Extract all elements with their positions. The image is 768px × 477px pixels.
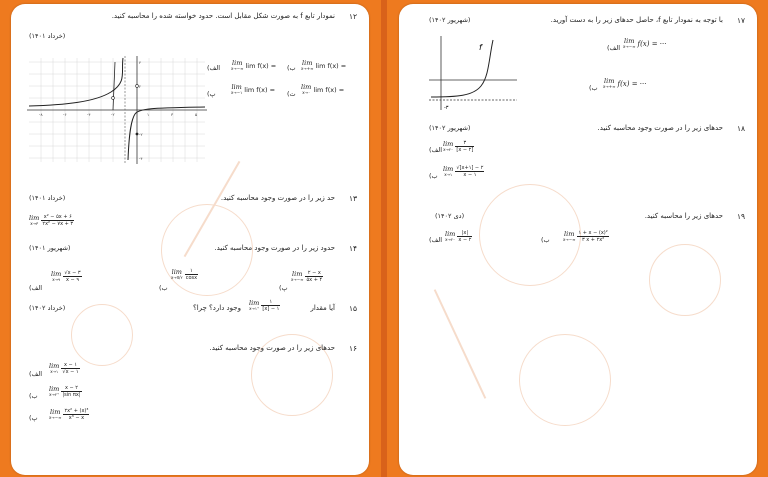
svg-text:-۴: -۴ <box>139 156 143 161</box>
item-label: ب) <box>29 392 38 400</box>
exam-date: (دی ۱۴۰۲) <box>435 212 465 220</box>
function-graph <box>427 34 519 112</box>
question-text: با توجه به نمودار تابع f، حاصل حدهای زیر را به دست آورید. <box>550 16 723 24</box>
svg-text:۵: ۵ <box>195 112 198 117</box>
svg-text:۳: ۳ <box>171 112 174 117</box>
item-label: الف) <box>207 64 221 72</box>
item-label: پ) <box>29 414 38 422</box>
question-text: نمودار تابع f به صورت شکل مقابل است. حدود خواسته شده را محاسبه کنید. <box>111 12 335 20</box>
item-label: ب) <box>429 172 438 180</box>
item-label: ب) <box>159 284 168 292</box>
watermark-line <box>434 289 487 399</box>
question-number: ۱۷ <box>736 16 745 25</box>
item-label: الف) <box>607 44 621 52</box>
exam-date: (شهریور ۱۴۰۲) <box>429 124 471 132</box>
question-number: ۱۲ <box>348 12 357 21</box>
question-text-end: وجود دارد؟ چرا؟ <box>192 304 241 312</box>
question-text: حد زیر را در صورت وجود محاسبه کنید. <box>220 194 335 202</box>
svg-text:۲: ۲ <box>139 84 142 89</box>
limit-expression: lim x→−∞ $\frac{\text{۱ + x − (x)²}}{\text{۳ x + ۲x²}}$ <box>563 229 608 243</box>
limit-expression: lim x→۲⁻ $\frac{۳}{[x - ۲]}$ <box>443 139 474 153</box>
limit-expression: lim x→۰ lim f(x) = <box>301 83 345 95</box>
limit-expression: lim x→۱ $\frac{√[x+۱] - ۲}{x - ۱}$ <box>443 164 484 178</box>
svg-text:-۲: -۲ <box>111 112 115 117</box>
limit-expression: lim x→+∞ lim f(x) = <box>301 59 347 71</box>
right-page <box>399 4 757 475</box>
limit-expression: lim x→−۱ lim f(x) = <box>231 83 276 95</box>
question-number: ۱۸ <box>736 124 745 133</box>
book-spine <box>381 0 387 477</box>
asymptote-label: -۳ <box>444 105 449 111</box>
exam-date: (شهریور ۱۴۰۱) <box>29 244 71 252</box>
watermark-circle <box>519 334 611 426</box>
question-number: ۱۶ <box>348 344 357 353</box>
limit-expression: lim x→π/۲ $\frac{۱}{\cos x}$ <box>171 267 198 281</box>
limit-expression: lim x→۳ $\frac{\text{x² − ۵x + ۶}}{\text{۲x² − ۷x + ۳}}$ <box>29 213 74 227</box>
limit-expression: lim x→−∞ $\frac{\text{۲x² + (x)³}}{\text{x³ − x}}$ <box>49 407 89 421</box>
limit-expression: lim x→+∞ f(x) = ··· <box>603 77 647 89</box>
item-label: الف) <box>429 146 443 154</box>
limit-expression: lim x→−∞ lim f(x) = <box>231 59 277 71</box>
question-number: ۱۵ <box>348 304 357 313</box>
svg-text:-۶: -۶ <box>63 112 67 117</box>
limit-expression: lim x→۹ $\frac{√x - ۳}{x - ۹}$ <box>51 269 81 283</box>
question-text: حدهای زیر را در صورت وجود محاسبه کنید. <box>597 124 723 132</box>
svg-text:-۲: -۲ <box>139 132 143 137</box>
limit-expression: lim x→−∞ $\frac{۲ - x}{۵x + ۴}$ <box>291 269 323 283</box>
svg-text:۴: ۴ <box>139 60 142 65</box>
item-label: ب) <box>287 64 296 72</box>
left-page <box>11 4 369 475</box>
question-number: ۱۳ <box>348 194 357 203</box>
exam-date: (خرداد ۱۴۰۲) <box>29 304 66 312</box>
svg-text:۱: ۱ <box>147 112 150 117</box>
question-number: ۱۴ <box>348 244 357 253</box>
item-label: پ) <box>279 284 288 292</box>
watermark-circle <box>71 304 133 366</box>
svg-text:-۴: -۴ <box>87 112 91 117</box>
limit-expression: lim x→۱⁺ $\frac{۱}{[x] - ۱}$ <box>249 298 280 312</box>
limit-expression: lim x→۱ $\frac{x - ۱}{√x - ۱}$ <box>49 361 79 375</box>
item-label: پ) <box>207 90 216 98</box>
question-text: حدود زیر را در صورت وجود محاسبه کنید. <box>214 244 335 252</box>
limit-expression: lim x→۲⁺ $\frac{x - ۲}{\text{|sin πx|}}$ <box>49 384 81 398</box>
watermark-circle <box>649 244 721 316</box>
exam-date: (شهریور ۱۴۰۲) <box>429 16 471 24</box>
item-label: ت) <box>287 90 296 98</box>
question-text: حدهای زیر را محاسبه کنید. <box>644 212 723 220</box>
svg-text:-۸: -۸ <box>39 112 43 117</box>
question-text-start: آیا مقدار <box>310 304 335 312</box>
item-label: ب) <box>541 236 550 244</box>
function-graph <box>25 54 209 166</box>
item-label: الف) <box>29 370 43 378</box>
exam-date: (خرداد ۱۴۰۱) <box>29 32 66 40</box>
limit-expression: lim x→−∞ f(x) = ··· <box>623 37 667 49</box>
exam-date: (خرداد ۱۴۰۱) <box>29 194 66 202</box>
question-text: حدهای زیر را در صورت وجود محاسبه کنید. <box>209 344 335 352</box>
function-label: f <box>479 43 482 52</box>
item-label: ب) <box>589 84 598 92</box>
item-label: الف) <box>29 284 43 292</box>
question-number: ۱۹ <box>736 212 745 221</box>
item-label: الف) <box>429 236 443 244</box>
limit-expression: lim x→۲⁻ $\frac{|x|}{x - ۲}$ <box>445 229 472 243</box>
